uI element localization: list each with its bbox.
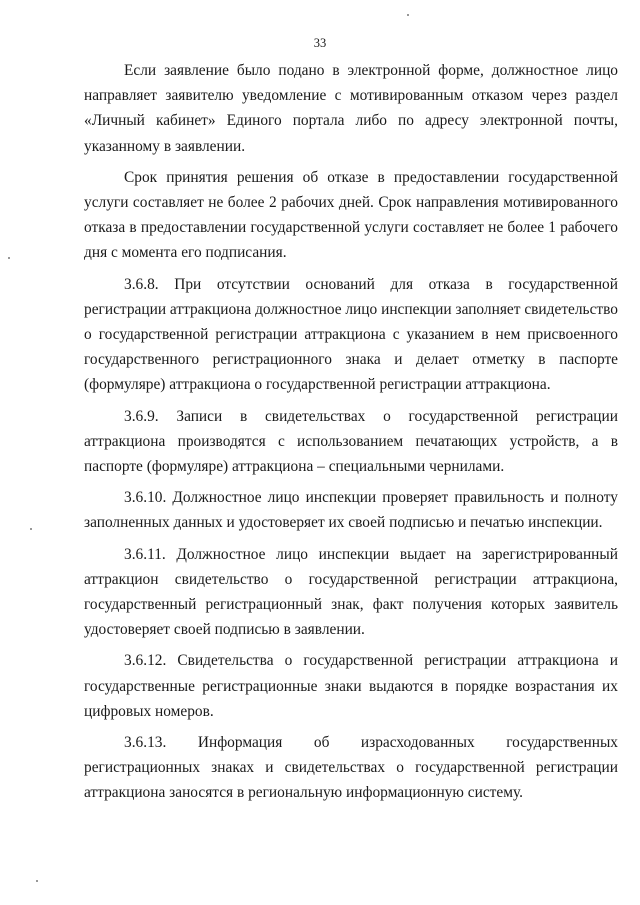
paragraph-3-6-10: 3.6.10. Должностное лицо инспекции проверяет правильность и полноту заполненных данных и удостоверяет их своей подписью и печатью инспекции. — [84, 489, 618, 532]
paragraph-3-6-11: 3.6.11. Должностное лицо инспекции выдает на зарегистрированный аттракцион свидетельство о государственной регистрации аттракциона, государственный регистрационный знак, факт получения которых заявитель удостоверяет своей подписью в заявлении. — [84, 545, 618, 639]
paragraph-3-6-8: 3.6.8. При отсутствии оснований для отказа в государственной регистрации аттракциона должностное лицо инспекции заполняет свидетельство о государственной регистрации аттракциона с указанием в нем присвоенного государственного регистрационного знака и делает отметку в паспорте (формуляре) аттракциона о государственной регистрации аттракциона. — [84, 275, 618, 394]
paragraph-electronic-refusal: Если заявление было подано в электронной форме, должностное лицо направляет заявителю уведомление с мотивированным отказом через раздел «Личный кабинет» Единого портала либо по адресу электронной почты, указанному в заявлении. — [84, 62, 618, 155]
scan-speck — [8, 257, 10, 259]
paragraph-decision-term: Срок принятия решения об отказе в предоставлении государственной услуги составляет не более 2 рабочих дней. Срок направления мотивированного отказа в предоставлении государственной услуги составляет не более 1 рабочего дня с момента его подписания. — [84, 168, 618, 262]
paragraph-3-6-13: 3.6.13. Информация об израсходованных государственных регистрационных знаках и свидетельствах о государственной регистрации аттракциона заносятся в региональную информационную систему. — [84, 734, 618, 802]
paragraph-3-6-9: 3.6.9. Записи в свидетельствах о государственной регистрации аттракциона производятся с использованием печатающих устройств, а в паспорте (формуляре) аттракциона – специальными чернилами. — [84, 407, 618, 476]
document-body — [84, 58, 618, 806]
scan-speck — [30, 528, 32, 530]
paragraph-3-6-12: 3.6.12. Свидетельства о государственной регистрации аттракциона и государственные регистрационные знаки выдаются в порядке возрастания их цифровых номеров. — [84, 652, 618, 720]
scan-speck — [36, 880, 38, 882]
scan-speck — [407, 14, 409, 16]
page-number: 33 — [313, 36, 327, 50]
